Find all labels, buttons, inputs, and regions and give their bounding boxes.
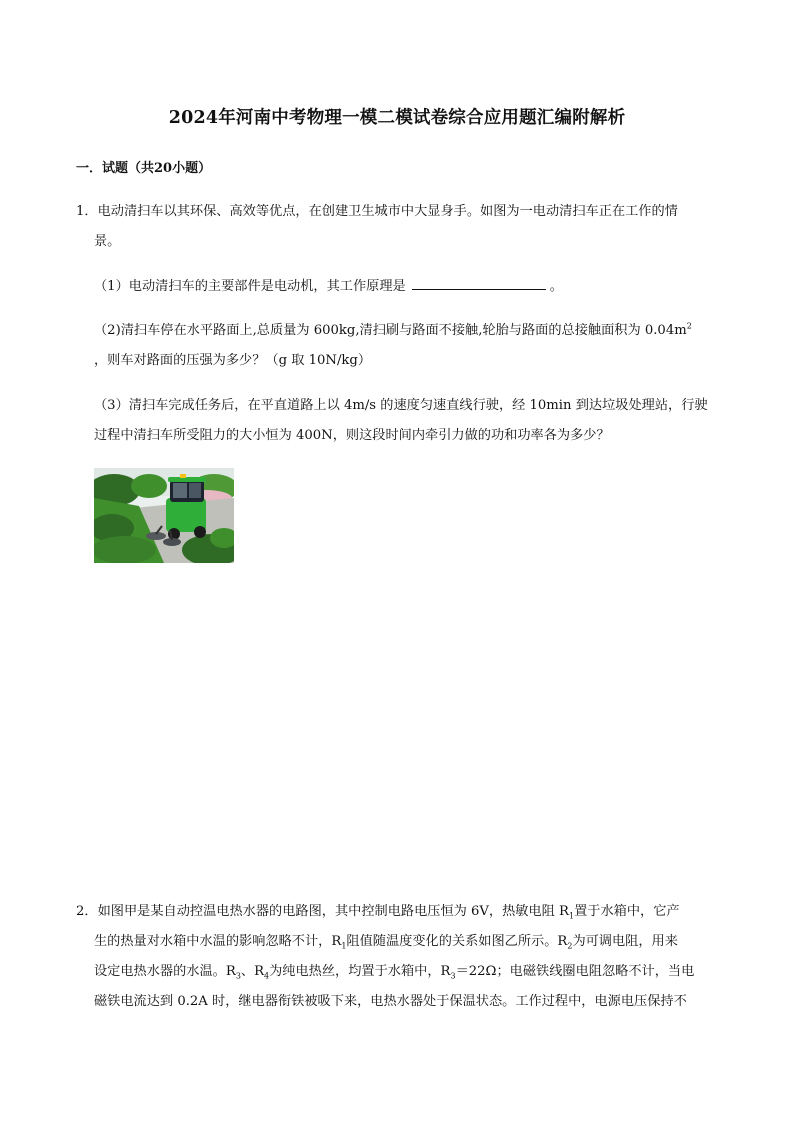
q2-stem-line3 [94, 963, 694, 981]
section-heading: 一．试题（共20小题） [76, 161, 212, 176]
q2-stem-line2 [94, 933, 678, 951]
q2-line3-sub2: 4 [264, 971, 270, 981]
q2-line3-text-a: 设定电热水器的水温。R [94, 964, 236, 979]
answer-blank[interactable] [412, 277, 546, 290]
q1-part3-line2: 过程中清扫车所受阻力的大小恒为 400N，则这段时间内牵引力做的功和功率各为多少？ [94, 428, 610, 443]
q1-part1-text: （1）电动清扫车的主要部件是电动机，其工作原理是 [94, 279, 406, 294]
q1-part2-line2: ，则车对路面的压强为多少？（g 取 10N/kg） [94, 353, 372, 368]
q2-line3-text-d: ＝22Ω；电磁铁线圈电阻忽略不计，当电 [455, 964, 695, 979]
q2-line2-text-a: 生的热量对水箱中水温的影响忽略不计，R [94, 934, 342, 949]
q1-part1-end: 。 [549, 279, 563, 294]
q1-part2-text: （2)清扫车停在水平路面上,总质量为 600kg,清扫刷与路面不接触,轮胎与路面的总接触面积为 0.04m [94, 323, 687, 338]
q2-stem-line4: 磁铁电流达到 0.2A 时，继电器衔铁被吸下来，电热水器处于保温状态。工作过程中，电源电压保持不 [94, 994, 687, 1009]
q2-line2-text-c: 为可调电阻，用来 [572, 934, 678, 949]
q1-part2-sup: 2 [686, 321, 692, 331]
q1-part3-line1: （3）清扫车完成任务后，在平直道路上以 4m/s 的速度匀速直线行驶，经 10min 到达垃圾处理站，行驶 [94, 398, 708, 413]
street-sweeper-photo [94, 468, 234, 563]
q1-part2-line1 [94, 322, 692, 340]
q2-stem-line1 [76, 903, 680, 921]
q1-stem-line1: 1．电动清扫车以其环保、高效等优点，在创建卫生城市中大显身手。如图为一电动清扫车正在工作的情 [76, 204, 678, 219]
page-title: 2024年河南中考物理一模二模试卷综合应用题汇编附解析 [168, 108, 626, 128]
q1-part1 [94, 277, 563, 296]
street-sweeper-image [94, 468, 234, 563]
q2-line3-text-b: 、R [240, 964, 265, 979]
q2-line1-text-b: 置于水箱中，它产 [574, 904, 680, 919]
q2-line3-text-c: 为纯电热丝，均置于水箱中，R [269, 964, 451, 979]
q2-line1-text-a: 2．如图甲是某自动控温电热水器的电路图，其中控制电路电压恒为 6V，热敏电阻 R [76, 904, 569, 919]
q2-line3-sub: 3 [235, 971, 241, 981]
q2-line2-sub2: 2 [567, 941, 573, 951]
q2-line2-text-b: 阻值随温度变化的关系如图乙所示。R [346, 934, 568, 949]
q2-line2-sub: 1 [341, 941, 347, 951]
q2-line1-sub: 1 [569, 911, 575, 921]
q2-line3-sub3: 3 [450, 971, 456, 981]
q1-stem-line2: 景。 [94, 234, 121, 249]
